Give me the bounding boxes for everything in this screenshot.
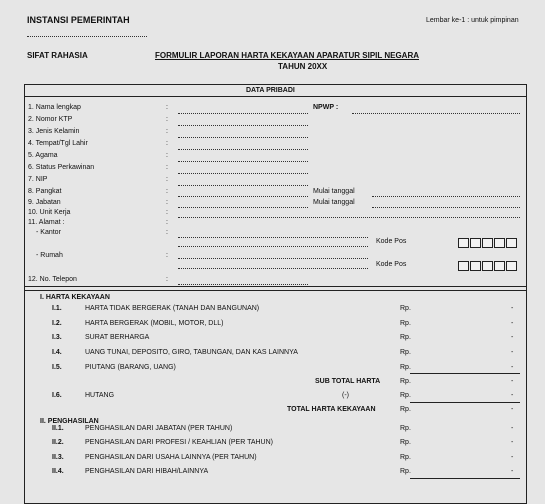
home-address-field[interactable] <box>178 268 368 269</box>
item-label: HARTA TIDAK BERGERAK (TANAH DAN BANGUNAN) <box>85 305 260 312</box>
rp-label: Rp. <box>400 305 411 312</box>
start-date-label: Mulai tanggal <box>313 199 355 206</box>
colon: : <box>166 104 168 111</box>
item-number: I.1. <box>52 305 62 312</box>
postal-code-digit[interactable] <box>470 238 481 248</box>
value-dash: - <box>511 334 514 341</box>
colon: : <box>166 152 168 159</box>
religion-field[interactable] <box>178 161 308 162</box>
value-dash: - <box>511 305 514 312</box>
colon: : <box>166 219 168 226</box>
minus-sign: (-) <box>342 392 349 399</box>
field-label: 7. NIP <box>28 176 48 183</box>
field-label-kantor: - Kantor <box>36 229 61 236</box>
value-dash: - <box>511 406 514 413</box>
item-number: I.4. <box>52 349 62 356</box>
rp-label: Rp. <box>400 334 411 341</box>
position-field[interactable] <box>178 207 308 208</box>
item-number: I.6. <box>52 392 62 399</box>
rank-date-field[interactable] <box>372 196 520 197</box>
field-label: 2. Nomor KTP <box>28 116 73 123</box>
item-label: HARTA BERGERAK (MOBIL, MOTOR, DLL) <box>85 320 224 327</box>
underline <box>410 402 520 403</box>
rp-label: Rp. <box>400 439 411 446</box>
item-number: II.1. <box>52 425 64 432</box>
item-label: UANG TUNAI, DEPOSITO, GIRO, TABUNGAN, DAN KAS LAINNYA <box>85 349 298 356</box>
rp-label: Rp. <box>400 425 411 432</box>
postal-code-label: Kode Pos <box>376 261 407 268</box>
rp-label: Rp. <box>400 349 411 356</box>
postal-code-digit[interactable] <box>470 261 481 271</box>
rp-label: Rp. <box>400 468 411 475</box>
postal-code-label: Kode Pos <box>376 238 407 245</box>
field-label: 1. Nama lengkap <box>28 104 81 111</box>
rp-label: Rp. <box>400 364 411 371</box>
marital-field[interactable] <box>178 173 308 174</box>
postal-code-digit[interactable] <box>458 238 469 248</box>
field-label: 8. Pangkat <box>28 188 62 195</box>
rank-field[interactable] <box>178 196 308 197</box>
rp-label: Rp. <box>400 378 411 385</box>
colon: : <box>166 188 168 195</box>
item-number: II.3. <box>52 454 64 461</box>
npwp-label: NPWP : <box>313 104 339 111</box>
total-label: TOTAL HARTA KEKAYAAN <box>287 406 376 413</box>
item-label: PIUTANG (BARANG, UANG) <box>85 364 176 371</box>
value-dash: - <box>511 454 514 461</box>
field-label-telepon: 12. No. Telepon <box>28 276 77 283</box>
item-label: PENGHASILAN DARI HIBAH/LAINNYA <box>85 468 209 475</box>
colon: : <box>166 209 168 216</box>
divider <box>24 290 526 291</box>
field-label: 11. Alamat : <box>28 219 65 226</box>
underline <box>410 373 520 374</box>
unit-field[interactable] <box>178 217 520 218</box>
colon: : <box>166 199 168 206</box>
item-label: PENGHASILAN DARI JABATAN (PER TAHUN) <box>85 425 233 432</box>
sheet-note: Lembar ke-1 : untuk pimpinan <box>426 17 519 24</box>
item-number: I.5. <box>52 364 62 371</box>
agency-name: INSTANSI PEMERINTAH <box>27 15 130 25</box>
npwp-field[interactable] <box>352 113 520 114</box>
subtotal-label: SUB TOTAL HARTA <box>315 378 381 385</box>
item-number: II.4. <box>52 468 64 475</box>
office-address-field[interactable] <box>178 237 368 238</box>
field-label: 3. Jenis Kelamin <box>28 128 80 135</box>
item-label: PENGHASILAN DARI USAHA LAINNYA (PER TAHUN) <box>85 454 257 461</box>
colon: : <box>166 252 168 259</box>
item-label: HUTANG <box>85 392 115 399</box>
value-dash: - <box>511 320 514 327</box>
value-dash: - <box>511 364 514 371</box>
value-dash: - <box>511 468 514 475</box>
agency-line <box>27 36 147 37</box>
colon: : <box>166 276 168 283</box>
item-label: PENGHASILAN DARI PROFESI / KEAHLIAN (PER TAHUN) <box>85 439 274 446</box>
section-title: DATA PRIBADI <box>246 87 295 94</box>
divider <box>24 286 526 287</box>
colon: : <box>166 229 168 236</box>
position-date-field[interactable] <box>372 207 520 208</box>
postal-code-digit[interactable] <box>458 261 469 271</box>
rp-label: Rp. <box>400 406 411 413</box>
birth-field[interactable] <box>178 149 308 150</box>
postal-code-digit[interactable] <box>494 238 505 248</box>
name-field[interactable] <box>178 113 308 114</box>
postal-code-digit[interactable] <box>482 238 493 248</box>
form-title: FORMULIR LAPORAN HARTA KEKAYAAN APARATUR SIPIL NEGARA <box>155 51 420 60</box>
home-address-field[interactable] <box>178 258 368 259</box>
item-number: II.2. <box>52 439 64 446</box>
colon: : <box>166 164 168 171</box>
postal-code-digit[interactable] <box>506 238 517 248</box>
rp-label: Rp. <box>400 392 411 399</box>
field-label-rumah: - Rumah <box>36 252 63 259</box>
ktp-field[interactable] <box>178 125 308 126</box>
section-assets: I. HARTA KEKAYAAN <box>40 294 110 301</box>
field-label: 9. Jabatan <box>28 199 61 206</box>
field-label: 4. Tempat/Tgl Lahir <box>28 140 88 147</box>
phone-field[interactable] <box>178 284 308 285</box>
field-label: 10. Unit Kerja <box>28 209 71 216</box>
value-dash: - <box>511 425 514 432</box>
nip-field[interactable] <box>178 185 308 186</box>
gender-field[interactable] <box>178 137 308 138</box>
value-dash: - <box>511 392 514 399</box>
colon: : <box>166 140 168 147</box>
underline <box>410 478 520 479</box>
item-number: I.2. <box>52 320 62 327</box>
value-dash: - <box>511 349 514 356</box>
colon: : <box>166 128 168 135</box>
form-year: TAHUN 20XX <box>278 62 328 71</box>
office-address-field[interactable] <box>178 246 368 247</box>
rp-label: Rp. <box>400 454 411 461</box>
item-number: I.3. <box>52 334 62 341</box>
item-label: SURAT BERHARGA <box>85 334 150 341</box>
secret-label: SIFAT RAHASIA <box>27 51 88 60</box>
value-dash: - <box>511 439 514 446</box>
field-label: 5. Agama <box>28 152 58 159</box>
colon: : <box>166 116 168 123</box>
start-date-label: Mulai tanggal <box>313 188 355 195</box>
section-income: II. PENGHASILAN <box>40 418 99 425</box>
postal-code-digit[interactable] <box>506 261 517 271</box>
postal-code-digit[interactable] <box>482 261 493 271</box>
colon: : <box>166 176 168 183</box>
postal-code-digit[interactable] <box>494 261 505 271</box>
divider <box>24 96 526 97</box>
rp-label: Rp. <box>400 320 411 327</box>
value-dash: - <box>511 378 514 385</box>
field-label: 6. Status Perkawinan <box>28 164 95 171</box>
